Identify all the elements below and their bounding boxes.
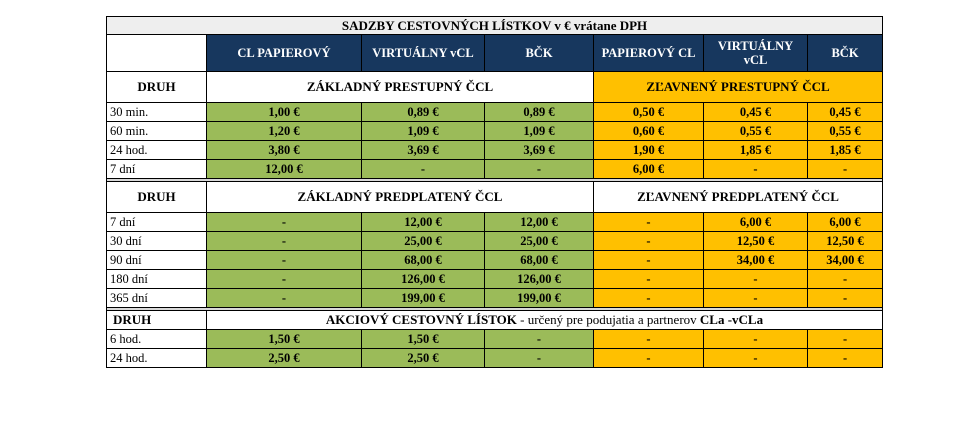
column-header: BČK <box>485 35 594 72</box>
price-cell: 0,60 € <box>594 122 704 141</box>
table-row <box>107 141 883 160</box>
druh-header: DRUH <box>107 182 207 213</box>
row-label: 180 dní <box>107 270 207 289</box>
table-row <box>107 349 883 368</box>
price-cell: - <box>704 330 808 349</box>
price-cell: - <box>594 251 704 270</box>
price-cell: 1,00 € <box>207 103 362 122</box>
price-cell: - <box>594 270 704 289</box>
section-title-reduced: ZĽAVNENÝ PREDPLATENÝ ČCL <box>594 182 883 213</box>
price-cell: 1,09 € <box>362 122 485 141</box>
column-header: CL PAPIEROVÝ <box>207 35 362 72</box>
table-row <box>107 160 883 179</box>
price-cell: 3,80 € <box>207 141 362 160</box>
price-cell: - <box>594 232 704 251</box>
price-cell: - <box>704 289 808 308</box>
price-cell: 12,50 € <box>704 232 808 251</box>
price-cell: 68,00 € <box>362 251 485 270</box>
price-cell: 6,00 € <box>704 213 808 232</box>
price-cell: - <box>485 330 594 349</box>
table-row <box>107 122 883 141</box>
price-cell: 6,00 € <box>594 160 704 179</box>
price-cell: - <box>594 213 704 232</box>
price-cell: - <box>594 330 704 349</box>
price-cell: 68,00 € <box>485 251 594 270</box>
price-cell: 3,69 € <box>362 141 485 160</box>
price-cell: 25,00 € <box>485 232 594 251</box>
price-cell: 2,50 € <box>362 349 485 368</box>
promo-title-main: AKCIOVÝ CESTOVNÝ LÍSTOK <box>325 312 517 327</box>
price-cell: - <box>808 330 883 349</box>
price-cell: 1,50 € <box>362 330 485 349</box>
row-label: 30 min. <box>107 103 207 122</box>
promo-title-note: - určený pre podujatia a partnerov <box>516 312 700 327</box>
row-label: 7 dní <box>107 213 207 232</box>
druh-header: DRUH <box>107 311 207 330</box>
price-cell: 1,85 € <box>808 141 883 160</box>
column-header: BČK <box>808 35 883 72</box>
price-cell: 12,50 € <box>808 232 883 251</box>
price-cell: 6,00 € <box>808 213 883 232</box>
price-cell: 199,00 € <box>485 289 594 308</box>
price-cell: 34,00 € <box>704 251 808 270</box>
price-cell: - <box>362 160 485 179</box>
price-cell: - <box>485 160 594 179</box>
price-cell: - <box>594 349 704 368</box>
table-row <box>107 330 883 349</box>
price-cell: 1,90 € <box>594 141 704 160</box>
price-cell: - <box>207 213 362 232</box>
row-label: 24 hod. <box>107 349 207 368</box>
price-cell: 0,89 € <box>362 103 485 122</box>
row-label: 60 min. <box>107 122 207 141</box>
price-cell: - <box>594 289 704 308</box>
price-cell: 199,00 € <box>362 289 485 308</box>
price-cell: 1,09 € <box>485 122 594 141</box>
price-cell: 12,00 € <box>485 213 594 232</box>
price-cell: - <box>207 232 362 251</box>
row-label: 30 dní <box>107 232 207 251</box>
price-cell: 2,50 € <box>207 349 362 368</box>
row-label: 365 dní <box>107 289 207 308</box>
table-row <box>107 103 883 122</box>
table-row <box>107 232 883 251</box>
price-cell: - <box>704 160 808 179</box>
price-cell: - <box>704 349 808 368</box>
table-row <box>107 251 883 270</box>
row-label: 24 hod. <box>107 141 207 160</box>
price-cell: 34,00 € <box>808 251 883 270</box>
section-title-basic: ZÁKLADNÝ PRESTUPNÝ ČCL <box>207 72 594 103</box>
section-title-reduced: ZĽAVNENÝ PRESTUPNÝ ČCL <box>594 72 883 103</box>
price-cell: 0,55 € <box>808 122 883 141</box>
price-cell: 12,00 € <box>362 213 485 232</box>
header-blank-cell <box>107 35 207 72</box>
table-row <box>107 289 883 308</box>
price-cell: - <box>808 289 883 308</box>
price-cell: 126,00 € <box>362 270 485 289</box>
price-cell: - <box>485 349 594 368</box>
row-label: 7 dní <box>107 160 207 179</box>
fare-table <box>106 16 883 368</box>
price-cell: - <box>207 251 362 270</box>
table-row <box>107 213 883 232</box>
table-row <box>107 270 883 289</box>
column-header: VIRTUÁLNY vCL <box>362 35 485 72</box>
section-title-promo <box>207 311 883 330</box>
price-cell: - <box>207 289 362 308</box>
price-cell: 1,50 € <box>207 330 362 349</box>
price-cell: 25,00 € <box>362 232 485 251</box>
druh-header: DRUH <box>107 72 207 103</box>
price-cell: 0,45 € <box>704 103 808 122</box>
price-cell: 0,50 € <box>594 103 704 122</box>
promo-title-codes: CLa -vCLa <box>699 312 764 327</box>
price-cell: 3,69 € <box>485 141 594 160</box>
price-cell: 126,00 € <box>485 270 594 289</box>
price-cell: - <box>808 160 883 179</box>
price-cell: - <box>207 270 362 289</box>
row-label: 90 dní <box>107 251 207 270</box>
price-cell: 1,85 € <box>704 141 808 160</box>
price-cell: - <box>808 270 883 289</box>
price-cell: 0,89 € <box>485 103 594 122</box>
price-cell: 1,20 € <box>207 122 362 141</box>
column-header: PAPIEROVÝ CL <box>594 35 704 72</box>
section-title-basic: ZÁKLADNÝ PREDPLATENÝ ČCL <box>207 182 594 213</box>
column-header: VIRTUÁLNY vCL <box>704 35 808 72</box>
price-cell: 0,55 € <box>704 122 808 141</box>
price-cell: - <box>808 349 883 368</box>
price-cell: 0,45 € <box>808 103 883 122</box>
table-title: SADZBY CESTOVNÝCH LÍSTKOV v € vrátane DPH <box>107 17 883 35</box>
row-label: 6 hod. <box>107 330 207 349</box>
price-cell: 12,00 € <box>207 160 362 179</box>
price-cell: - <box>704 270 808 289</box>
